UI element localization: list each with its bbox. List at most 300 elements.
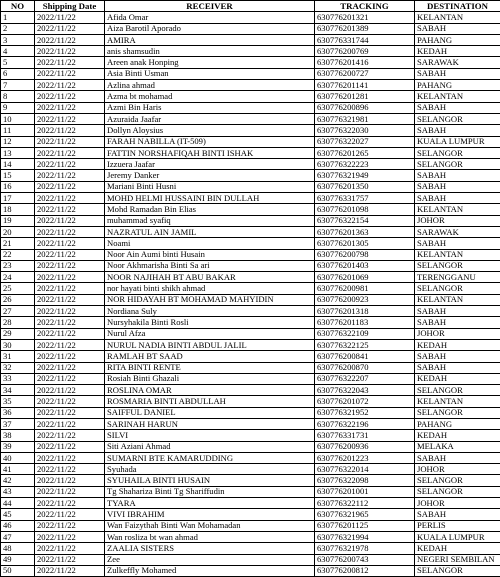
- cell-shipping-date: 2022/11/22: [35, 238, 105, 249]
- cell-no: 11: [1, 125, 35, 136]
- cell-shipping-date: 2022/11/22: [35, 249, 105, 260]
- cell-receiver: NOR HIDAYAH BT MOHAMAD MAHYIDIN: [105, 294, 315, 305]
- table-row: [1, 385, 500, 396]
- cell-shipping-date: 2022/11/22: [35, 113, 105, 124]
- cell-destination: SELANGOR: [415, 486, 500, 497]
- cell-receiver: Mohd Ramadan Bin Elias: [105, 204, 315, 215]
- table-row: [1, 486, 500, 497]
- table-row: [1, 249, 500, 260]
- cell-shipping-date: 2022/11/22: [35, 159, 105, 170]
- cell-no: 34: [1, 385, 35, 396]
- cell-destination: PAHANG: [415, 34, 500, 45]
- cell-no: 12: [1, 136, 35, 147]
- cell-no: 30: [1, 339, 35, 350]
- cell-tracking: 630776321949: [315, 170, 415, 181]
- cell-tracking: 630776322014: [315, 464, 415, 475]
- table-row: [1, 407, 500, 418]
- cell-tracking: 630776201223: [315, 452, 415, 463]
- cell-tracking: 630776200769: [315, 46, 415, 57]
- cell-shipping-date: 2022/11/22: [35, 362, 105, 373]
- cell-receiver: RITA BINTI RENTE: [105, 362, 315, 373]
- cell-tracking: 630776322043: [315, 385, 415, 396]
- cell-tracking: 630776331757: [315, 193, 415, 204]
- cell-shipping-date: 2022/11/22: [35, 170, 105, 181]
- cell-shipping-date: 2022/11/22: [35, 531, 105, 542]
- table-row: [1, 226, 500, 237]
- table-row: [1, 260, 500, 271]
- cell-no: 40: [1, 452, 35, 463]
- cell-receiver: Azma bt mohamad: [105, 91, 315, 102]
- cell-receiver: TYARA: [105, 498, 315, 509]
- cell-destination: SABAH: [415, 170, 500, 181]
- table-row: [1, 498, 500, 509]
- cell-tracking: 630776322098: [315, 475, 415, 486]
- header-tracking: TRACKING: [315, 1, 415, 12]
- cell-shipping-date: 2022/11/22: [35, 91, 105, 102]
- cell-tracking: 630776200798: [315, 249, 415, 260]
- cell-destination: TERENGGANU: [415, 272, 500, 283]
- header-no: NO: [1, 1, 35, 12]
- cell-destination: SELANGOR: [415, 385, 500, 396]
- table-row: [1, 125, 500, 136]
- cell-no: 49: [1, 554, 35, 565]
- cell-shipping-date: 2022/11/22: [35, 215, 105, 226]
- table-row: [1, 91, 500, 102]
- table-row: [1, 306, 500, 317]
- cell-destination: KEDAH: [415, 46, 500, 57]
- cell-destination: SABAH: [415, 317, 500, 328]
- cell-destination: KUALA LUMPUR: [415, 531, 500, 542]
- cell-shipping-date: 2022/11/22: [35, 464, 105, 475]
- cell-destination: SABAH: [415, 181, 500, 192]
- cell-tracking: 630776201363: [315, 226, 415, 237]
- cell-no: 32: [1, 362, 35, 373]
- cell-destination: SARAWAK: [415, 226, 500, 237]
- table-row: [1, 509, 500, 520]
- table-row: [1, 373, 500, 384]
- cell-receiver: Azlina ahmad: [105, 80, 315, 91]
- cell-destination: KEDAH: [415, 339, 500, 350]
- table-row: [1, 317, 500, 328]
- cell-shipping-date: 2022/11/22: [35, 294, 105, 305]
- cell-shipping-date: 2022/11/22: [35, 125, 105, 136]
- table-row: [1, 147, 500, 158]
- cell-no: 7: [1, 80, 35, 91]
- cell-destination: KEDAH: [415, 543, 500, 554]
- cell-receiver: NURUL NADIA BINTI ABDUL JALIL: [105, 339, 315, 350]
- cell-receiver: Nordiana Suly: [105, 306, 315, 317]
- cell-shipping-date: 2022/11/22: [35, 272, 105, 283]
- cell-shipping-date: 2022/11/22: [35, 373, 105, 384]
- cell-shipping-date: 2022/11/22: [35, 328, 105, 339]
- cell-destination: JOHOR: [415, 498, 500, 509]
- cell-receiver: Azuraida Jaafar: [105, 113, 315, 124]
- table-row: [1, 57, 500, 68]
- header-shipping-date: Shipping Date: [35, 1, 105, 12]
- cell-tracking: 630776201350: [315, 181, 415, 192]
- cell-tracking: 630776322125: [315, 339, 415, 350]
- cell-no: 14: [1, 159, 35, 170]
- table-row: [1, 272, 500, 283]
- cell-tracking: 630776201183: [315, 317, 415, 328]
- cell-shipping-date: 2022/11/22: [35, 204, 105, 215]
- cell-no: 33: [1, 373, 35, 384]
- cell-tracking: 630776321965: [315, 509, 415, 520]
- cell-tracking: 630776200936: [315, 441, 415, 452]
- cell-shipping-date: 2022/11/22: [35, 260, 105, 271]
- cell-receiver: FARAH NABILLA (IT-509): [105, 136, 315, 147]
- cell-no: 22: [1, 249, 35, 260]
- table-row: [1, 68, 500, 79]
- cell-receiver: SAIFFUL DANIEL: [105, 407, 315, 418]
- header-receiver: RECEIVER: [105, 1, 315, 12]
- cell-receiver: Mariani Binti Husni: [105, 181, 315, 192]
- cell-destination: SABAH: [415, 193, 500, 204]
- cell-destination: SABAH: [415, 102, 500, 113]
- cell-tracking: 630776321978: [315, 543, 415, 554]
- cell-destination: SABAH: [415, 125, 500, 136]
- header-destination: DESTINATION: [415, 1, 500, 12]
- table-row: [1, 204, 500, 215]
- cell-no: 6: [1, 68, 35, 79]
- cell-shipping-date: 2022/11/22: [35, 351, 105, 362]
- cell-receiver: Noor Ain Aumi binti Husain: [105, 249, 315, 260]
- table-row: [1, 554, 500, 565]
- cell-destination: PAHANG: [415, 80, 500, 91]
- cell-destination: KELANTAN: [415, 12, 500, 23]
- cell-destination: SABAH: [415, 362, 500, 373]
- cell-receiver: MOHD HELMI HUSSAINI BIN DULLAH: [105, 193, 315, 204]
- table-row: [1, 441, 500, 452]
- cell-shipping-date: 2022/11/22: [35, 283, 105, 294]
- cell-tracking: 630776331731: [315, 430, 415, 441]
- cell-receiver: Siti Aziani Ahmad: [105, 441, 315, 452]
- cell-shipping-date: 2022/11/22: [35, 554, 105, 565]
- cell-no: 46: [1, 520, 35, 531]
- cell-destination: JOHOR: [415, 215, 500, 226]
- cell-destination: SELANGOR: [415, 113, 500, 124]
- cell-receiver: SARINAH HARUN: [105, 418, 315, 429]
- cell-no: 8: [1, 91, 35, 102]
- cell-no: 45: [1, 509, 35, 520]
- cell-shipping-date: 2022/11/22: [35, 486, 105, 497]
- cell-destination: SABAH: [415, 306, 500, 317]
- cell-destination: JOHOR: [415, 328, 500, 339]
- cell-shipping-date: 2022/11/22: [35, 509, 105, 520]
- cell-no: 39: [1, 441, 35, 452]
- cell-receiver: Nursyhakila Binti Rosli: [105, 317, 315, 328]
- cell-shipping-date: 2022/11/22: [35, 339, 105, 350]
- cell-receiver: NOOR NAJIHAH BT ABU BAKAR: [105, 272, 315, 283]
- cell-tracking: 630776201265: [315, 147, 415, 158]
- cell-shipping-date: 2022/11/22: [35, 226, 105, 237]
- table-row: [1, 430, 500, 441]
- cell-no: 37: [1, 418, 35, 429]
- cell-shipping-date: 2022/11/22: [35, 193, 105, 204]
- cell-no: 4: [1, 46, 35, 57]
- table-row: [1, 136, 500, 147]
- cell-destination: KELANTAN: [415, 294, 500, 305]
- cell-no: 10: [1, 113, 35, 124]
- cell-shipping-date: 2022/11/22: [35, 565, 105, 576]
- cell-tracking: 630776200743: [315, 554, 415, 565]
- cell-receiver: Aiza Barotil Aporado: [105, 23, 315, 34]
- table-row: [1, 294, 500, 305]
- cell-no: 25: [1, 283, 35, 294]
- cell-no: 21: [1, 238, 35, 249]
- cell-receiver: NAZRATUL AIN JAMIL: [105, 226, 315, 237]
- cell-shipping-date: 2022/11/22: [35, 418, 105, 429]
- cell-destination: SABAH: [415, 452, 500, 463]
- table-row: [1, 170, 500, 181]
- cell-receiver: FATTIN NORSHAFIQAH BINTI ISHAK: [105, 147, 315, 158]
- cell-receiver: Zulkeffly Mohamed: [105, 565, 315, 576]
- cell-destination: SELANGOR: [415, 283, 500, 294]
- cell-shipping-date: 2022/11/22: [35, 12, 105, 23]
- cell-tracking: 630776321981: [315, 113, 415, 124]
- cell-no: 27: [1, 306, 35, 317]
- cell-shipping-date: 2022/11/22: [35, 23, 105, 34]
- cell-shipping-date: 2022/11/22: [35, 102, 105, 113]
- table-row: [1, 181, 500, 192]
- cell-tracking: 630776200870: [315, 362, 415, 373]
- cell-tracking: 630776201072: [315, 396, 415, 407]
- cell-receiver: Rosiah Binti Ghazali: [105, 373, 315, 384]
- cell-receiver: Izzuera Jaafar: [105, 159, 315, 170]
- cell-tracking: 630776201389: [315, 23, 415, 34]
- cell-no: 13: [1, 147, 35, 158]
- cell-receiver: anis shamsudin: [105, 46, 315, 57]
- table-row: [1, 452, 500, 463]
- cell-destination: SELANGOR: [415, 260, 500, 271]
- cell-destination: SELANGOR: [415, 565, 500, 576]
- cell-tracking: 630776200923: [315, 294, 415, 305]
- cell-shipping-date: 2022/11/22: [35, 407, 105, 418]
- cell-receiver: muhammad syafiq: [105, 215, 315, 226]
- cell-shipping-date: 2022/11/22: [35, 46, 105, 57]
- cell-shipping-date: 2022/11/22: [35, 181, 105, 192]
- cell-receiver: Zee: [105, 554, 315, 565]
- table-row: [1, 351, 500, 362]
- cell-no: 26: [1, 294, 35, 305]
- cell-shipping-date: 2022/11/22: [35, 430, 105, 441]
- cell-no: 50: [1, 565, 35, 576]
- table-row: [1, 238, 500, 249]
- table-row: [1, 565, 500, 576]
- cell-no: 20: [1, 226, 35, 237]
- cell-shipping-date: 2022/11/22: [35, 147, 105, 158]
- cell-shipping-date: 2022/11/22: [35, 452, 105, 463]
- cell-destination: KEDAH: [415, 373, 500, 384]
- cell-destination: SELANGOR: [415, 475, 500, 486]
- cell-tracking: 630776200727: [315, 68, 415, 79]
- cell-receiver: AMIRA: [105, 34, 315, 45]
- cell-no: 18: [1, 204, 35, 215]
- cell-shipping-date: 2022/11/22: [35, 475, 105, 486]
- cell-receiver: SILVI: [105, 430, 315, 441]
- cell-no: 17: [1, 193, 35, 204]
- table-row: [1, 362, 500, 373]
- cell-destination: SABAH: [415, 238, 500, 249]
- table-row: [1, 46, 500, 57]
- cell-tracking: 630776201403: [315, 260, 415, 271]
- cell-destination: SARAWAK: [415, 57, 500, 68]
- cell-destination: JOHOR: [415, 464, 500, 475]
- cell-tracking: 630776322154: [315, 215, 415, 226]
- cell-no: 41: [1, 464, 35, 475]
- cell-receiver: VIVI IBRAHIM: [105, 509, 315, 520]
- table-row: [1, 543, 500, 554]
- cell-destination: SELANGOR: [415, 407, 500, 418]
- cell-shipping-date: 2022/11/22: [35, 306, 105, 317]
- table-row: [1, 475, 500, 486]
- cell-no: 35: [1, 396, 35, 407]
- cell-shipping-date: 2022/11/22: [35, 80, 105, 91]
- cell-no: 47: [1, 531, 35, 542]
- cell-no: 29: [1, 328, 35, 339]
- cell-tracking: 630776322207: [315, 373, 415, 384]
- cell-receiver: ROSLINA OMAR: [105, 385, 315, 396]
- cell-receiver: RAMLAH BT SAAD: [105, 351, 315, 362]
- cell-receiver: Dollyn Aloysius: [105, 125, 315, 136]
- cell-tracking: 630776200896: [315, 102, 415, 113]
- cell-tracking: 630776322196: [315, 418, 415, 429]
- cell-tracking: 630776201321: [315, 12, 415, 23]
- cell-no: 3: [1, 34, 35, 45]
- cell-destination: KELANTAN: [415, 249, 500, 260]
- table-row: [1, 464, 500, 475]
- cell-tracking: 630776201305: [315, 238, 415, 249]
- cell-tracking: 630776200812: [315, 565, 415, 576]
- cell-tracking: 630776322109: [315, 328, 415, 339]
- cell-shipping-date: 2022/11/22: [35, 385, 105, 396]
- table-row: [1, 520, 500, 531]
- table-row: [1, 113, 500, 124]
- cell-tracking: 630776322030: [315, 125, 415, 136]
- cell-no: 19: [1, 215, 35, 226]
- cell-tracking: 630776201141: [315, 80, 415, 91]
- cell-receiver: Noor Akhmarisha Binti Sa ari: [105, 260, 315, 271]
- cell-tracking: 630776331744: [315, 34, 415, 45]
- cell-destination: KEDAH: [415, 430, 500, 441]
- cell-destination: SABAH: [415, 351, 500, 362]
- cell-receiver: SUMARNI BTE KAMARUDDING: [105, 452, 315, 463]
- cell-shipping-date: 2022/11/22: [35, 68, 105, 79]
- cell-tracking: 630776201098: [315, 204, 415, 215]
- cell-no: 5: [1, 57, 35, 68]
- table-row: [1, 339, 500, 350]
- table-row: [1, 12, 500, 23]
- cell-no: 1: [1, 12, 35, 23]
- cell-destination: NEGERI SEMBILAN: [415, 554, 500, 565]
- cell-no: 24: [1, 272, 35, 283]
- cell-tracking: 630776201069: [315, 272, 415, 283]
- cell-shipping-date: 2022/11/22: [35, 441, 105, 452]
- cell-tracking: 630776200981: [315, 283, 415, 294]
- cell-destination: KUALA LUMPUR: [415, 136, 500, 147]
- cell-shipping-date: 2022/11/22: [35, 543, 105, 554]
- cell-shipping-date: 2022/11/22: [35, 136, 105, 147]
- cell-no: 43: [1, 486, 35, 497]
- table-row: [1, 23, 500, 34]
- cell-shipping-date: 2022/11/22: [35, 34, 105, 45]
- cell-destination: KELANTAN: [415, 204, 500, 215]
- cell-receiver: ROSMARIA BINTI ABDULLAH: [105, 396, 315, 407]
- cell-receiver: Nurul Afza: [105, 328, 315, 339]
- cell-receiver: Wan rosliza bt wan ahmad: [105, 531, 315, 542]
- cell-receiver: Syuhada: [105, 464, 315, 475]
- cell-tracking: 630776201416: [315, 57, 415, 68]
- cell-tracking: 630776201318: [315, 306, 415, 317]
- cell-receiver: Asia Binti Usman: [105, 68, 315, 79]
- table-body: [1, 12, 500, 577]
- cell-shipping-date: 2022/11/22: [35, 498, 105, 509]
- cell-destination: PERLIS: [415, 520, 500, 531]
- cell-shipping-date: 2022/11/22: [35, 57, 105, 68]
- cell-no: 42: [1, 475, 35, 486]
- cell-receiver: ZAALIA SISTERS: [105, 543, 315, 554]
- table-row: [1, 193, 500, 204]
- header-row: [1, 1, 500, 12]
- cell-no: 31: [1, 351, 35, 362]
- cell-receiver: Areen anak Honping: [105, 57, 315, 68]
- cell-tracking: 630776321994: [315, 531, 415, 542]
- cell-no: 9: [1, 102, 35, 113]
- cell-destination: SABAH: [415, 509, 500, 520]
- cell-tracking: 630776201281: [315, 91, 415, 102]
- cell-no: 23: [1, 260, 35, 271]
- cell-destination: SELANGOR: [415, 147, 500, 158]
- cell-receiver: Noami: [105, 238, 315, 249]
- cell-no: 15: [1, 170, 35, 181]
- cell-tracking: 630776322112: [315, 498, 415, 509]
- table-row: [1, 328, 500, 339]
- table-row: [1, 531, 500, 542]
- cell-receiver: SYUHAILA BINTI HUSAIN: [105, 475, 315, 486]
- cell-receiver: Afida Omar: [105, 12, 315, 23]
- cell-receiver: Wan Faizythah Binti Wan Mohamadan: [105, 520, 315, 531]
- table-row: [1, 215, 500, 226]
- cell-tracking: 630776321952: [315, 407, 415, 418]
- cell-no: 28: [1, 317, 35, 328]
- table-row: [1, 396, 500, 407]
- cell-no: 2: [1, 23, 35, 34]
- cell-no: 16: [1, 181, 35, 192]
- cell-shipping-date: 2022/11/22: [35, 396, 105, 407]
- cell-tracking: 630776322223: [315, 159, 415, 170]
- cell-destination: KELANTAN: [415, 91, 500, 102]
- cell-tracking: 630776322027: [315, 136, 415, 147]
- cell-no: 48: [1, 543, 35, 554]
- cell-no: 36: [1, 407, 35, 418]
- table-row: [1, 159, 500, 170]
- cell-destination: SABAH: [415, 68, 500, 79]
- cell-no: 38: [1, 430, 35, 441]
- cell-tracking: 630776201125: [315, 520, 415, 531]
- cell-no: 44: [1, 498, 35, 509]
- cell-receiver: Jeremy Danker: [105, 170, 315, 181]
- cell-receiver: Azmi Bin Haris: [105, 102, 315, 113]
- cell-destination: SABAH: [415, 23, 500, 34]
- cell-destination: PAHANG: [415, 418, 500, 429]
- cell-shipping-date: 2022/11/22: [35, 317, 105, 328]
- cell-tracking: 630776201001: [315, 486, 415, 497]
- cell-receiver: nor hayati binti shikh ahmad: [105, 283, 315, 294]
- cell-destination: MELAKA: [415, 441, 500, 452]
- table-row: [1, 34, 500, 45]
- table-row: [1, 80, 500, 91]
- table-row: [1, 283, 500, 294]
